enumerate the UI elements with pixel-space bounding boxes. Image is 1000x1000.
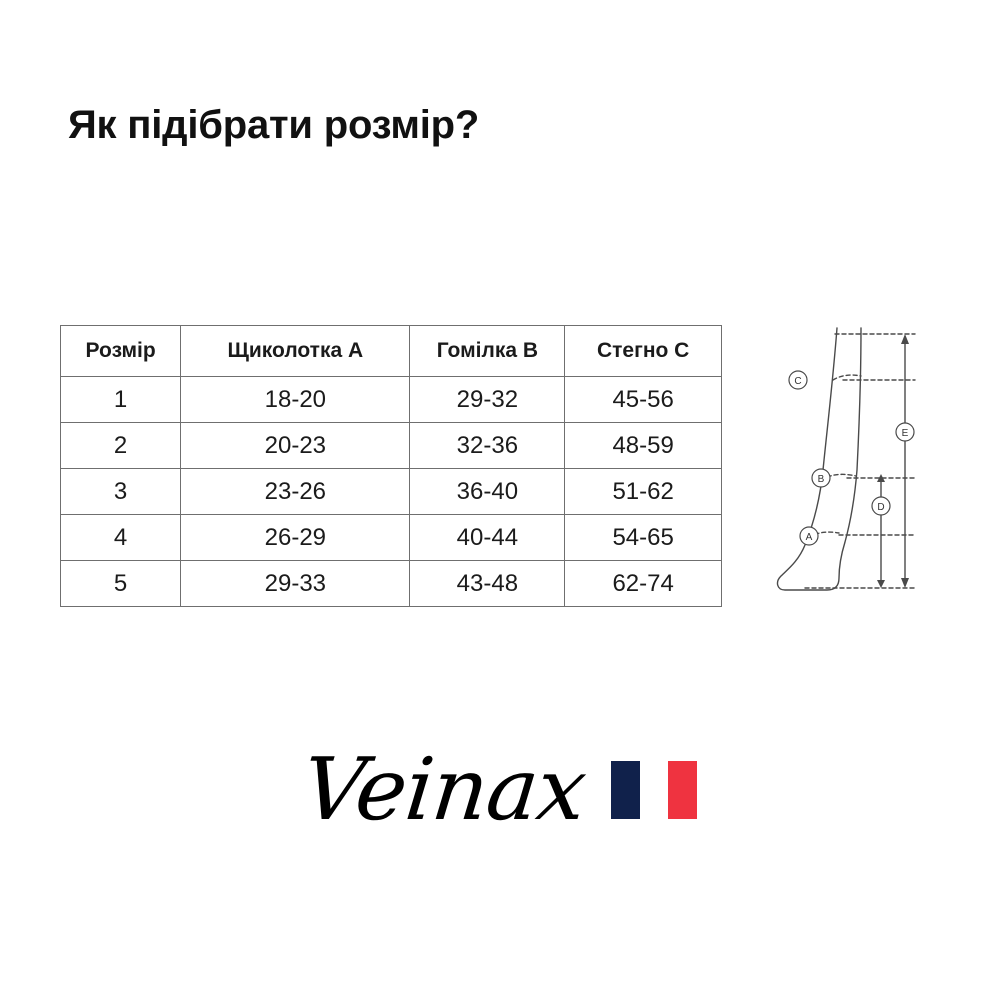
page-title: Як підібрати розмір? [68,103,480,147]
cell-calf: 40-44 [410,515,565,561]
leg-measurement-diagram [765,320,945,620]
cell-thigh: 48-59 [565,423,722,469]
diagram-label-e: E [901,428,909,439]
table-row [61,377,722,423]
cell-calf: 32-36 [410,423,565,469]
brand-block [0,700,1000,880]
size-table [60,325,722,607]
brand-logo-text: Veinax [297,740,591,840]
cell-calf: 36-40 [410,469,565,515]
column-header-calf: Гомілка B [410,326,565,377]
diagram-label-c: C [794,376,802,387]
cell-thigh: 51-62 [565,469,722,515]
cell-size: 3 [61,469,181,515]
diagram-label-a: A [805,532,813,543]
flag-stripe-red [668,761,697,819]
table-row [61,561,722,607]
cell-calf: 29-32 [410,377,565,423]
cell-size: 1 [61,377,181,423]
cell-ankle: 29-33 [181,561,410,607]
french-flag-icon [611,761,697,819]
cell-ankle: 23-26 [181,469,410,515]
table-row [61,515,722,561]
column-header-size: Розмір [61,326,181,377]
cell-thigh: 54-65 [565,515,722,561]
cell-size: 2 [61,423,181,469]
cell-thigh: 45-56 [565,377,722,423]
cell-ankle: 18-20 [181,377,410,423]
table-row [61,469,722,515]
table-row [61,423,722,469]
cell-size: 4 [61,515,181,561]
table-header-row [61,326,722,377]
cell-ankle: 26-29 [181,515,410,561]
diagram-label-d: D [877,502,885,513]
diagram-label-b: B [817,474,825,485]
cell-size: 5 [61,561,181,607]
cell-ankle: 20-23 [181,423,410,469]
column-header-ankle: Щиколотка A [181,326,410,377]
flag-stripe-blue [611,761,640,819]
cell-thigh: 62-74 [565,561,722,607]
column-header-thigh: Стегно C [565,326,722,377]
cell-calf: 43-48 [410,561,565,607]
flag-stripe-white [640,761,669,819]
